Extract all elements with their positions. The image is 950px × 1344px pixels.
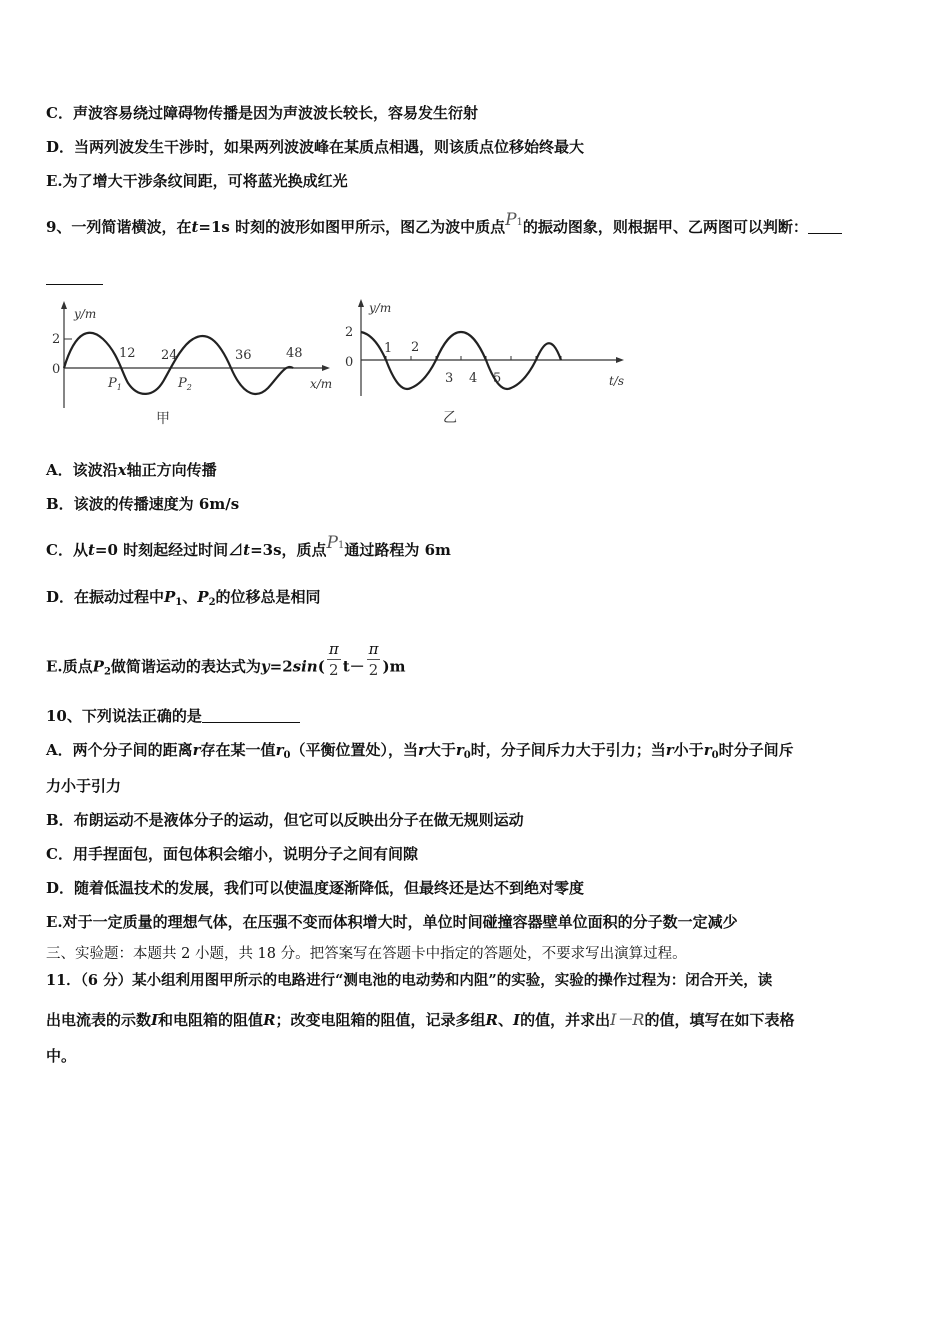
- tick-12: 12: [119, 346, 136, 361]
- tick-2: 2: [411, 340, 420, 355]
- q10-option-b: B．布朗运动不是液体分子的运动，但它可以反映出分子在做无规则运动: [46, 811, 524, 829]
- t-label: t/s: [609, 374, 625, 388]
- y-label: y/m: [369, 301, 392, 315]
- x-axis-arrow: [322, 365, 330, 371]
- answer-blank: [202, 708, 300, 723]
- q9-option-a: A．该波沿x轴正方向传播: [46, 461, 217, 479]
- q9-option-c: C．从t=0 时刻起经过时间⊿t=3s，质点P1通过路程为 6m: [46, 533, 451, 559]
- origin-label: 0: [345, 355, 354, 370]
- q10-option-a-continued: 力小于引力: [46, 777, 122, 795]
- origin-label: 0: [52, 362, 61, 377]
- figure-caption-jia: 甲: [156, 411, 170, 427]
- tick-4: 4: [469, 371, 478, 386]
- q9-option-e: E.质点$P_2$做简谐运动的表达式为y=2sin( $\frac{\pi}{2}$ t－ $\frac{\pi}{2}$ )m: [46, 640, 406, 679]
- point-p1-label: $P_1$: [108, 376, 122, 392]
- q11-line-1: 11．（6 分）某小组利用图甲所示的电路进行“测电池的电动势和内阻”的实验，实验的操作过程为：闭合开关，读: [46, 972, 773, 989]
- q10-option-a: A．两个分子间的距离r存在某一值$r_0$（平衡位置处），当r大于$r_0$时，分子间斥力大于引力；当r小于$r_0$时分子间斥: [46, 741, 794, 761]
- figure-caption-yi: 乙: [443, 410, 457, 426]
- y-axis-arrow: [358, 299, 364, 307]
- q10-option-c: C．用手捏面包，面包体积会缩小，说明分子之间有间隙: [46, 845, 418, 863]
- tick-3: 3: [445, 371, 454, 386]
- x-label: x/m: [310, 377, 333, 391]
- tick-24: 24: [161, 348, 178, 363]
- figure-vibration-graph: [345, 296, 635, 431]
- figure-wave-graph: [46, 298, 346, 433]
- q9-option-d: D．在振动过程中$P_1$、$P_2$的位移总是相同: [46, 588, 321, 608]
- tick-5: 5: [493, 371, 502, 386]
- q9-option-b: B．该波的传播速度为 6m/s: [46, 495, 240, 513]
- q8-option-c: C．声波容易绕过障碍物传播是因为声波波长较长，容易发生衍射: [46, 104, 478, 122]
- q11-line-2: 出电流表的示数I和电阻箱的阻值R；改变电阻箱的阻值，记录多组R、I的值，并求出I－R的值，填写在如下表格: [46, 1010, 795, 1029]
- y-axis-arrow: [61, 301, 67, 309]
- y-value-label: 2: [345, 325, 354, 340]
- p1-symbol: P1: [326, 533, 345, 553]
- point-p2-label: $P_2$: [178, 376, 192, 392]
- q11-line-3: 中。: [46, 1047, 77, 1065]
- answer-blank-continued: [46, 284, 103, 285]
- p1-symbol: P1: [505, 210, 523, 230]
- y-value-label: 2: [52, 332, 61, 347]
- q10-option-e: E.对于一定质量的理想气体，在压强不变而体积增大时，单位时间碰撞容器壁单位面积的分子数一定减少: [46, 913, 738, 931]
- i-r-symbol: I－R: [610, 1010, 645, 1029]
- q9-stem: 9、一列简谐横波，在t=1s 时刻的波形如图甲所示，图乙为波中质点P1的振动图象，则根据甲、乙两图可以判断：: [46, 217, 842, 240]
- q10-option-d: D．随着低温技术的发展，我们可以使温度逐渐降低，但最终还是达不到绝对零度: [46, 879, 585, 897]
- answer-blank: [808, 219, 842, 234]
- y-label: y/m: [74, 307, 97, 321]
- fraction-pi-over-2: $\frac{\pi}{2}$: [328, 640, 339, 679]
- tick-36: 36: [235, 348, 252, 363]
- t-axis-arrow: [616, 357, 624, 363]
- fraction-pi-over-2: $\frac{\pi}{2}$: [368, 640, 379, 679]
- section-3-heading: 三、实验题：本题共 2 小题，共 18 分。把答案写在答题卡中指定的答题处，不要求写出演算过程。: [46, 946, 687, 962]
- q8-option-e: E.为了增大干涉条纹间距，可将蓝光换成红光: [46, 172, 348, 190]
- q10-stem: 10、下列说法正确的是: [46, 706, 300, 726]
- tick-48: 48: [286, 346, 303, 361]
- tick-1: 1: [384, 341, 393, 356]
- q8-option-d: D．当两列波发生干涉时，如果两列波波峰在某质点相遇，则该质点位移始终最大: [46, 138, 585, 156]
- t-ticks: [386, 356, 561, 360]
